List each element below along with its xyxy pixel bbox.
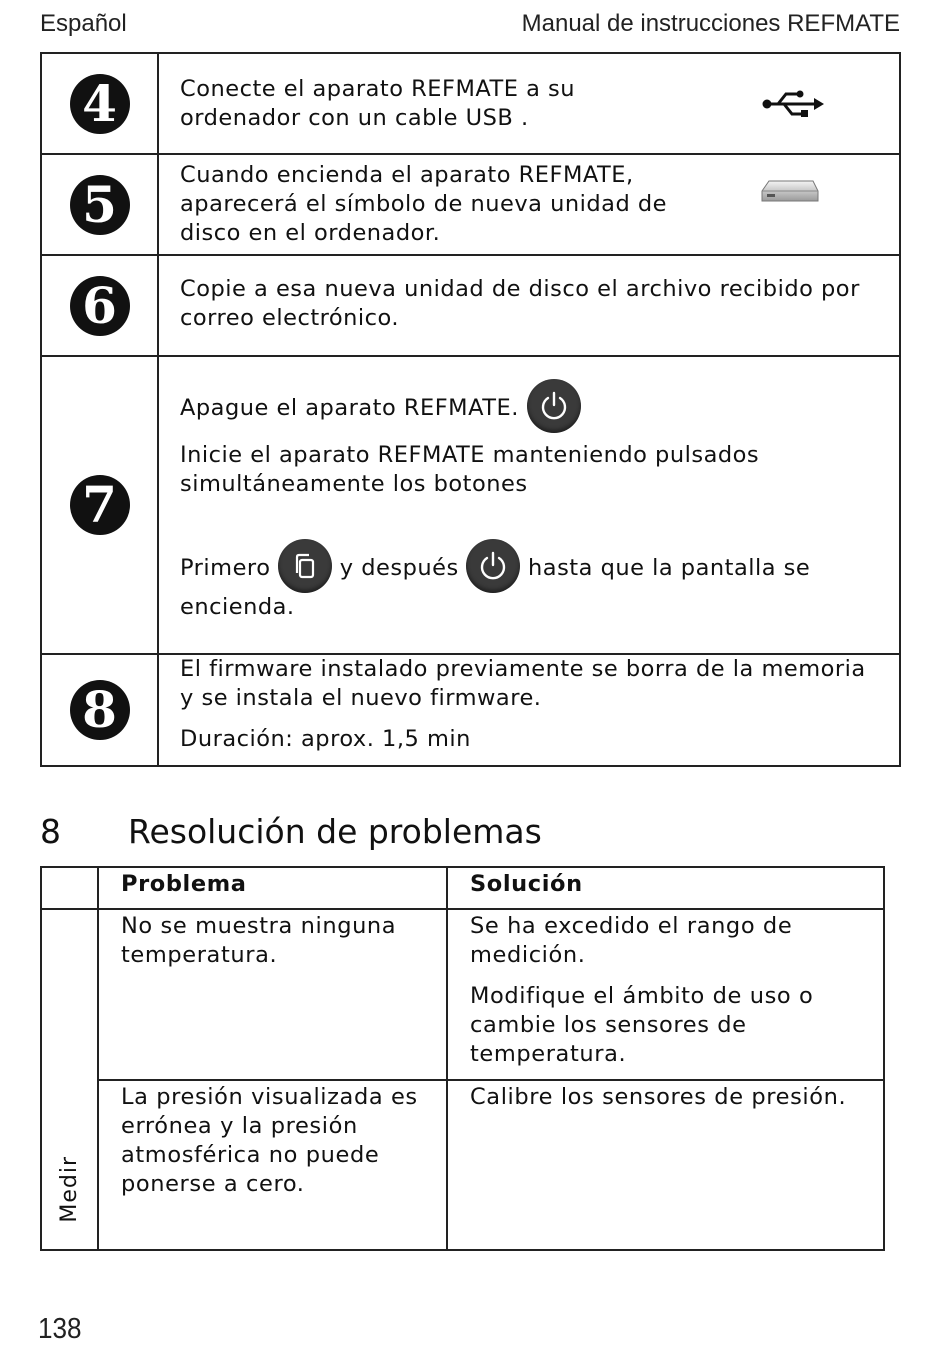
power-button-icon bbox=[466, 539, 520, 593]
category-cell bbox=[41, 909, 98, 1250]
header-language: Español bbox=[40, 10, 127, 37]
step-content bbox=[180, 161, 879, 248]
category-label: Medir bbox=[57, 1156, 82, 1223]
step-row-6 bbox=[41, 255, 900, 356]
power-off-instruction: Apague el aparato REFMATE. bbox=[180, 395, 519, 421]
header-solution: Solución bbox=[447, 867, 884, 909]
step-number-cell bbox=[41, 53, 158, 154]
step-text: Cuando encienda el aparato REFMATE, aparecerá el símbolo de nueva unidad de disco en el ordenador. bbox=[180, 162, 668, 246]
header-empty-cell bbox=[41, 867, 98, 909]
solution-cell bbox=[447, 909, 884, 1080]
update-steps-table bbox=[40, 52, 901, 767]
step-number-badge: 8 bbox=[70, 680, 130, 740]
header-problem: Problema bbox=[98, 867, 447, 909]
step-number-cell bbox=[41, 255, 158, 356]
step-row-4 bbox=[41, 53, 900, 154]
step-number-badge: 6 bbox=[70, 276, 130, 336]
page-number: 138 bbox=[38, 1313, 82, 1345]
step-text-cell bbox=[158, 356, 900, 654]
table-row bbox=[41, 909, 884, 1080]
problem-cell: La presión visualizada es errónea y la presión atmosférica no puede ponerse a cero. bbox=[98, 1080, 447, 1250]
step-number-badge: 5 bbox=[70, 175, 130, 235]
step-row-8 bbox=[41, 654, 900, 766]
step-text: Conecte el aparato REFMATE a su ordenador con un cable USB . bbox=[180, 75, 576, 131]
table-row bbox=[41, 1080, 884, 1250]
solution-text: Modifique el ámbito de uso o cambie los sensores de temperatura. bbox=[470, 983, 814, 1067]
step-text-cell bbox=[158, 154, 900, 255]
drive-icon bbox=[761, 177, 819, 207]
then-label: y después bbox=[339, 555, 459, 581]
power-button-icon bbox=[527, 379, 581, 433]
duration-text: Duración: aprox. 1,5 min bbox=[180, 726, 471, 752]
step-row-7 bbox=[41, 356, 900, 654]
step-line bbox=[180, 379, 879, 433]
copy-button-icon bbox=[278, 539, 332, 593]
step-number-cell bbox=[41, 356, 158, 654]
section-number: 8 bbox=[40, 812, 61, 851]
section-heading bbox=[40, 812, 542, 851]
header-manual-title: Manual de instrucciones REFMATE bbox=[521, 10, 900, 37]
start-instruction: Inicie el aparato REFMATE manteniendo pulsados simultáneamente los botones bbox=[180, 442, 760, 497]
troubleshooting-table bbox=[40, 866, 885, 1251]
step-number-badge: 4 bbox=[70, 74, 130, 134]
step-text-cell bbox=[158, 255, 900, 356]
step-text-cell bbox=[158, 654, 900, 766]
step-number-cell bbox=[41, 654, 158, 766]
until-label-end: encienda. bbox=[180, 594, 295, 620]
table-header-row bbox=[41, 867, 884, 909]
solution-cell: Calibre los sensores de presión. bbox=[447, 1080, 884, 1250]
section-title: Resolución de problemas bbox=[128, 812, 542, 851]
problem-cell: No se muestra ninguna temperatura. bbox=[98, 909, 447, 1080]
until-label: hasta que la pantalla se bbox=[528, 555, 811, 581]
step-content bbox=[180, 75, 879, 133]
step-number-badge: 7 bbox=[70, 475, 130, 535]
step-text: El firmware instalado previamente se borra de la memoria y se instala el nuevo firmware. bbox=[180, 656, 866, 711]
solution-text: Se ha excedido el rango de medición. bbox=[470, 913, 793, 968]
step-number-cell bbox=[41, 154, 158, 255]
step-text: Copie a esa nueva unidad de disco el archivo recibido por correo electrónico. bbox=[180, 275, 860, 331]
first-label: Primero bbox=[180, 555, 271, 581]
step-row-5 bbox=[41, 154, 900, 255]
button-order-line bbox=[180, 539, 879, 593]
step-text-cell bbox=[158, 53, 900, 154]
usb-icon bbox=[762, 89, 824, 119]
